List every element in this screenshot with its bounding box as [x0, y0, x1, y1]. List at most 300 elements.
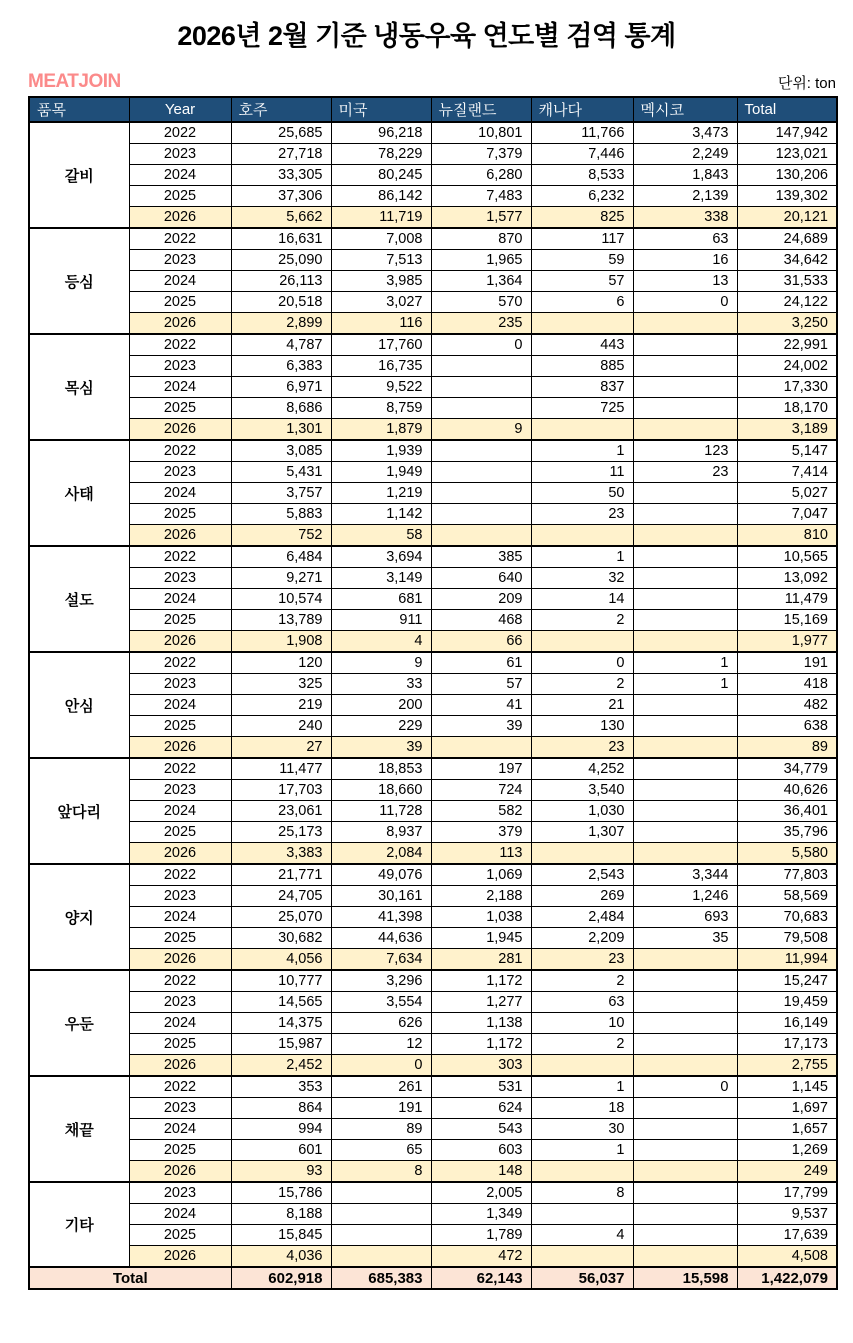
table-row [29, 631, 837, 653]
value-cell [633, 1140, 737, 1161]
value-cell: 11,719 [331, 207, 431, 229]
total-value-cell: 602,918 [231, 1267, 331, 1289]
value-cell: 0 [633, 1076, 737, 1098]
value-cell [633, 313, 737, 335]
value-cell: 30 [531, 1119, 633, 1140]
value-cell [633, 1055, 737, 1077]
value-cell [633, 525, 737, 547]
value-cell: 2 [531, 1034, 633, 1055]
value-cell: 4,252 [531, 758, 633, 780]
table-row [29, 228, 837, 250]
value-cell: 1,301 [231, 419, 331, 441]
value-cell [633, 1204, 737, 1225]
year-cell: 2022 [129, 864, 231, 886]
value-cell [431, 356, 531, 377]
value-cell: 89 [737, 737, 837, 759]
value-cell: 2,452 [231, 1055, 331, 1077]
value-cell: 27,718 [231, 144, 331, 165]
value-cell [331, 1182, 431, 1204]
value-cell: 18,853 [331, 758, 431, 780]
value-cell: 1,145 [737, 1076, 837, 1098]
value-cell [633, 1013, 737, 1034]
table-row [29, 398, 837, 419]
value-cell: 640 [431, 568, 531, 589]
year-cell: 2026 [129, 737, 231, 759]
value-cell: 885 [531, 356, 633, 377]
value-cell: 17,760 [331, 334, 431, 356]
value-cell: 34,642 [737, 250, 837, 271]
year-cell: 2022 [129, 652, 231, 674]
year-cell: 2026 [129, 843, 231, 865]
value-cell: 41 [431, 695, 531, 716]
column-header: 호주 [231, 97, 331, 122]
value-cell: 18,170 [737, 398, 837, 419]
value-cell: 379 [431, 822, 531, 843]
value-cell: 57 [531, 271, 633, 292]
value-cell: 4,787 [231, 334, 331, 356]
value-cell: 197 [431, 758, 531, 780]
value-cell: 303 [431, 1055, 531, 1077]
value-cell: 2 [531, 674, 633, 695]
value-cell: 41,398 [331, 907, 431, 928]
value-cell: 17,330 [737, 377, 837, 398]
value-cell: 70,683 [737, 907, 837, 928]
value-cell: 10,574 [231, 589, 331, 610]
table-row [29, 907, 837, 928]
year-cell: 2023 [129, 250, 231, 271]
value-cell: 59 [531, 250, 633, 271]
value-cell: 130 [531, 716, 633, 737]
value-cell [633, 504, 737, 525]
table-row [29, 1182, 837, 1204]
year-cell: 2022 [129, 228, 231, 250]
value-cell: 86,142 [331, 186, 431, 207]
table-row [29, 1034, 837, 1055]
value-cell: 120 [231, 652, 331, 674]
value-cell: 23 [531, 949, 633, 971]
value-cell: 16 [633, 250, 737, 271]
value-cell: 1,307 [531, 822, 633, 843]
year-cell: 2025 [129, 504, 231, 525]
value-cell [633, 843, 737, 865]
value-cell: 9,522 [331, 377, 431, 398]
value-cell: 7,379 [431, 144, 531, 165]
year-cell: 2026 [129, 207, 231, 229]
value-cell [531, 631, 633, 653]
value-cell: 325 [231, 674, 331, 695]
value-cell: 7,446 [531, 144, 633, 165]
year-cell: 2024 [129, 907, 231, 928]
value-cell [531, 1161, 633, 1183]
value-cell: 468 [431, 610, 531, 631]
table-row [29, 1204, 837, 1225]
table-row [29, 1098, 837, 1119]
value-cell: 1,172 [431, 1034, 531, 1055]
year-cell: 2024 [129, 377, 231, 398]
meta-row [28, 71, 836, 93]
value-cell: 1 [531, 1140, 633, 1161]
table-row [29, 1076, 837, 1098]
value-cell: 117 [531, 228, 633, 250]
table-row [29, 165, 837, 186]
value-cell: 6,383 [231, 356, 331, 377]
value-cell: 139,302 [737, 186, 837, 207]
table-row [29, 1013, 837, 1034]
table-row [29, 1119, 837, 1140]
value-cell: 3,027 [331, 292, 431, 313]
value-cell: 14,375 [231, 1013, 331, 1034]
value-cell: 123 [633, 440, 737, 462]
value-cell: 8 [531, 1182, 633, 1204]
value-cell: 23,061 [231, 801, 331, 822]
column-header: Year [129, 97, 231, 122]
value-cell: 25,173 [231, 822, 331, 843]
table-row [29, 419, 837, 441]
value-cell: 3,085 [231, 440, 331, 462]
value-cell: 63 [633, 228, 737, 250]
value-cell: 20,518 [231, 292, 331, 313]
year-cell: 2022 [129, 440, 231, 462]
value-cell: 25,070 [231, 907, 331, 928]
value-cell: 7,008 [331, 228, 431, 250]
value-cell [633, 356, 737, 377]
table-row [29, 292, 837, 313]
value-cell [431, 377, 531, 398]
value-cell: 1,789 [431, 1225, 531, 1246]
item-cell: 채끝 [29, 1076, 129, 1182]
year-cell: 2024 [129, 695, 231, 716]
value-cell: 2 [531, 970, 633, 992]
value-cell [431, 525, 531, 547]
brand-logo: MEATJOIN [28, 71, 121, 92]
value-cell: 994 [231, 1119, 331, 1140]
value-cell: 58,569 [737, 886, 837, 907]
value-cell: 39 [431, 716, 531, 737]
value-cell: 13,092 [737, 568, 837, 589]
value-cell: 19,459 [737, 992, 837, 1013]
table-row [29, 674, 837, 695]
value-cell: 191 [331, 1098, 431, 1119]
value-cell: 1 [531, 440, 633, 462]
table-row [29, 822, 837, 843]
value-cell: 13,789 [231, 610, 331, 631]
year-cell: 2024 [129, 589, 231, 610]
value-cell [633, 716, 737, 737]
value-cell: 8 [331, 1161, 431, 1183]
value-cell: 1,697 [737, 1098, 837, 1119]
value-cell: 40,626 [737, 780, 837, 801]
value-cell: 0 [633, 292, 737, 313]
table-row [29, 886, 837, 907]
table-row [29, 1246, 837, 1268]
value-cell: 116 [331, 313, 431, 335]
table-row [29, 843, 837, 865]
value-cell: 3,383 [231, 843, 331, 865]
value-cell: 130,206 [737, 165, 837, 186]
value-cell: 2,484 [531, 907, 633, 928]
value-cell: 870 [431, 228, 531, 250]
value-cell: 24,002 [737, 356, 837, 377]
value-cell: 21,771 [231, 864, 331, 886]
value-cell: 1,908 [231, 631, 331, 653]
value-cell: 240 [231, 716, 331, 737]
column-header: 품목 [29, 97, 129, 122]
year-cell: 2023 [129, 144, 231, 165]
value-cell: 11,477 [231, 758, 331, 780]
table-row [29, 250, 837, 271]
value-cell: 10 [531, 1013, 633, 1034]
total-value-cell: 1,422,079 [737, 1267, 837, 1289]
year-cell: 2025 [129, 610, 231, 631]
value-cell [633, 419, 737, 441]
value-cell: 11,994 [737, 949, 837, 971]
year-cell: 2026 [129, 419, 231, 441]
value-cell: 61 [431, 652, 531, 674]
value-cell: 16,631 [231, 228, 331, 250]
value-cell: 4,056 [231, 949, 331, 971]
stats-table [28, 96, 838, 1290]
value-cell: 35,796 [737, 822, 837, 843]
value-cell: 30,161 [331, 886, 431, 907]
year-cell: 2022 [129, 758, 231, 780]
table-row [29, 1140, 837, 1161]
value-cell: 570 [431, 292, 531, 313]
value-cell: 123,021 [737, 144, 837, 165]
value-cell: 1,879 [331, 419, 431, 441]
value-cell: 63 [531, 992, 633, 1013]
year-cell: 2026 [129, 1161, 231, 1183]
item-cell: 목심 [29, 334, 129, 440]
value-cell: 725 [531, 398, 633, 419]
value-cell: 22,991 [737, 334, 837, 356]
table-row [29, 186, 837, 207]
value-cell: 724 [431, 780, 531, 801]
value-cell: 1 [633, 674, 737, 695]
year-cell: 2023 [129, 462, 231, 483]
value-cell: 418 [737, 674, 837, 695]
table-row [29, 313, 837, 335]
value-cell: 31,533 [737, 271, 837, 292]
value-cell [633, 695, 737, 716]
value-cell: 24,705 [231, 886, 331, 907]
year-cell: 2022 [129, 334, 231, 356]
value-cell: 443 [531, 334, 633, 356]
value-cell: 4 [531, 1225, 633, 1246]
value-cell [431, 737, 531, 759]
year-cell: 2023 [129, 674, 231, 695]
value-cell: 93 [231, 1161, 331, 1183]
table-row [29, 1055, 837, 1077]
value-cell: 2,543 [531, 864, 633, 886]
value-cell: 27 [231, 737, 331, 759]
value-cell: 11,479 [737, 589, 837, 610]
value-cell: 1,657 [737, 1119, 837, 1140]
value-cell: 9 [331, 652, 431, 674]
value-cell: 58 [331, 525, 431, 547]
item-cell: 양지 [29, 864, 129, 970]
value-cell: 0 [331, 1055, 431, 1077]
value-cell: 1 [633, 652, 737, 674]
value-cell: 57 [431, 674, 531, 695]
total-row [29, 1267, 837, 1289]
value-cell [531, 1246, 633, 1268]
column-header: 뉴질랜드 [431, 97, 531, 122]
value-cell: 3,473 [633, 122, 737, 144]
total-value-cell: 56,037 [531, 1267, 633, 1289]
table-row [29, 652, 837, 674]
value-cell: 200 [331, 695, 431, 716]
value-cell: 12 [331, 1034, 431, 1055]
value-cell: 14,565 [231, 992, 331, 1013]
year-cell: 2024 [129, 165, 231, 186]
year-cell: 2025 [129, 1140, 231, 1161]
year-cell: 2026 [129, 1246, 231, 1268]
year-cell: 2024 [129, 271, 231, 292]
table-row [29, 462, 837, 483]
value-cell [633, 949, 737, 971]
value-cell: 353 [231, 1076, 331, 1098]
value-cell: 2 [531, 610, 633, 631]
table-row [29, 504, 837, 525]
value-cell: 752 [231, 525, 331, 547]
value-cell: 1,977 [737, 631, 837, 653]
table-row [29, 568, 837, 589]
table-row [29, 695, 837, 716]
value-cell: 191 [737, 652, 837, 674]
value-cell [633, 483, 737, 504]
table-row [29, 970, 837, 992]
value-cell: 4 [331, 631, 431, 653]
value-cell: 3,250 [737, 313, 837, 335]
item-cell: 안심 [29, 652, 129, 758]
value-cell: 3,189 [737, 419, 837, 441]
value-cell [633, 334, 737, 356]
value-cell: 2,249 [633, 144, 737, 165]
value-cell: 4,036 [231, 1246, 331, 1268]
value-cell [633, 589, 737, 610]
year-cell: 2024 [129, 483, 231, 504]
value-cell: 681 [331, 589, 431, 610]
item-cell: 우둔 [29, 970, 129, 1076]
value-cell: 17,639 [737, 1225, 837, 1246]
value-cell: 864 [231, 1098, 331, 1119]
value-cell: 2,209 [531, 928, 633, 949]
value-cell [633, 801, 737, 822]
value-cell: 20,121 [737, 207, 837, 229]
table-row [29, 716, 837, 737]
value-cell: 7,414 [737, 462, 837, 483]
value-cell: 1,219 [331, 483, 431, 504]
value-cell: 2,005 [431, 1182, 531, 1204]
value-cell: 15,845 [231, 1225, 331, 1246]
value-cell [633, 1119, 737, 1140]
table-row [29, 377, 837, 398]
value-cell: 23 [531, 737, 633, 759]
value-cell: 89 [331, 1119, 431, 1140]
value-cell: 531 [431, 1076, 531, 1098]
value-cell: 1 [531, 1076, 633, 1098]
year-cell: 2025 [129, 398, 231, 419]
value-cell: 1,138 [431, 1013, 531, 1034]
value-cell: 219 [231, 695, 331, 716]
value-cell [633, 398, 737, 419]
value-cell: 10,565 [737, 546, 837, 568]
value-cell [531, 313, 633, 335]
value-cell [633, 1182, 737, 1204]
value-cell [431, 440, 531, 462]
value-cell: 837 [531, 377, 633, 398]
value-cell [331, 1204, 431, 1225]
value-cell: 209 [431, 589, 531, 610]
value-cell: 79,508 [737, 928, 837, 949]
table-row [29, 737, 837, 759]
value-cell: 21 [531, 695, 633, 716]
value-cell: 8,188 [231, 1204, 331, 1225]
value-cell: 26,113 [231, 271, 331, 292]
value-cell: 3,694 [331, 546, 431, 568]
value-cell: 261 [331, 1076, 431, 1098]
value-cell: 77,803 [737, 864, 837, 886]
value-cell: 148 [431, 1161, 531, 1183]
value-cell: 32 [531, 568, 633, 589]
year-cell: 2023 [129, 992, 231, 1013]
value-cell [531, 1204, 633, 1225]
value-cell: 1,030 [531, 801, 633, 822]
value-cell: 5,147 [737, 440, 837, 462]
value-cell: 7,483 [431, 186, 531, 207]
table-row [29, 928, 837, 949]
value-cell [633, 546, 737, 568]
value-cell [531, 419, 633, 441]
value-cell: 2,755 [737, 1055, 837, 1077]
value-cell: 15,247 [737, 970, 837, 992]
year-cell: 2026 [129, 313, 231, 335]
table-row [29, 144, 837, 165]
value-cell: 3,757 [231, 483, 331, 504]
value-cell: 638 [737, 716, 837, 737]
unit-label: 단위: ton [777, 75, 836, 92]
table-row [29, 356, 837, 377]
table-row [29, 610, 837, 631]
value-cell: 810 [737, 525, 837, 547]
year-cell: 2023 [129, 1098, 231, 1119]
table-row [29, 546, 837, 568]
year-cell: 2026 [129, 1055, 231, 1077]
value-cell: 1,349 [431, 1204, 531, 1225]
table-row [29, 483, 837, 504]
value-cell [633, 992, 737, 1013]
value-cell: 8,533 [531, 165, 633, 186]
value-cell: 23 [531, 504, 633, 525]
year-cell: 2025 [129, 822, 231, 843]
year-cell: 2024 [129, 801, 231, 822]
table-row [29, 440, 837, 462]
value-cell: 6,484 [231, 546, 331, 568]
year-cell: 2025 [129, 716, 231, 737]
value-cell: 2,188 [431, 886, 531, 907]
value-cell: 8,937 [331, 822, 431, 843]
value-cell: 626 [331, 1013, 431, 1034]
value-cell: 911 [331, 610, 431, 631]
table-row [29, 780, 837, 801]
table-row [29, 758, 837, 780]
value-cell: 6,280 [431, 165, 531, 186]
value-cell [633, 631, 737, 653]
total-value-cell: 685,383 [331, 1267, 431, 1289]
value-cell: 2,139 [633, 186, 737, 207]
year-cell: 2025 [129, 1225, 231, 1246]
year-cell: 2025 [129, 292, 231, 313]
